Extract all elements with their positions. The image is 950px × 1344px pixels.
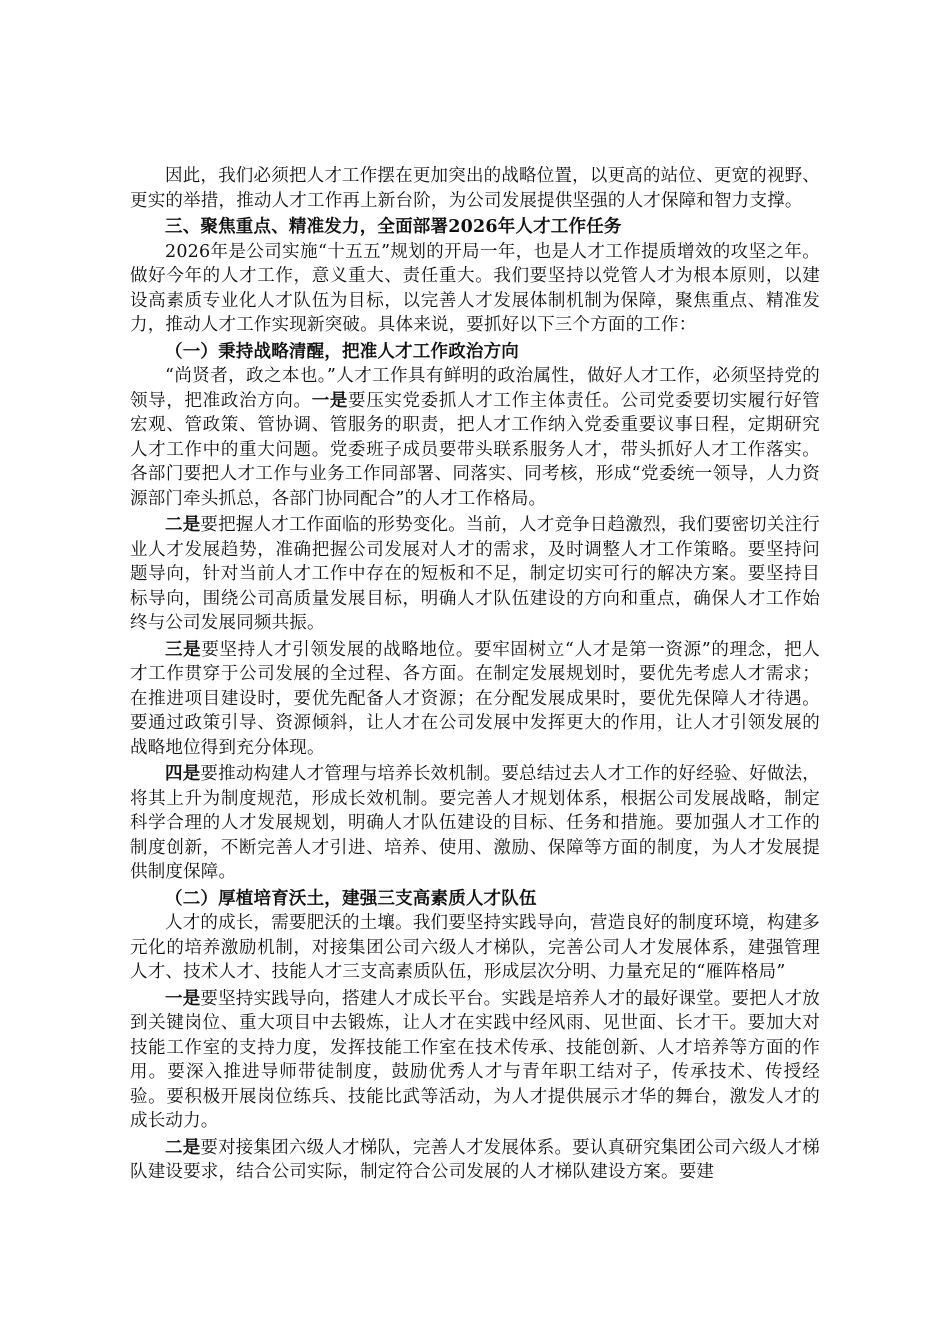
paragraph-political-direction [130,364,820,511]
paragraph-text: 要对接集团六级人才梯队，完善人才发展体系。要认真研究集团公司六级人才梯队建设要求，结合公司实际，制定符合公司发展的人才梯队建设方案。要建 [130,1137,820,1182]
paragraph-point-1-practice [130,987,820,1134]
point-lead: 一是 [311,390,349,411]
paragraph-point-4 [130,762,820,885]
paragraph-text: 要坚持实践导向，搭建人才成长平台。实践是培养人才的最好课堂。要把人才放到关键岗位、重大项目中去锻炼，让人才在实践中经风雨、见世面、长才干。要加大对技能工作室的支持力度，发挥技能工作室在技术传承、技能创新、人才培养等方面的作用。要深入推进导师带徒制度，鼓励优秀人才与青年职工结对子，传承技术、传授经验。要积极开展岗位练兵、技能比武等活动，为人才提供展示才华的舞台，激发人才的成长动力。 [130,988,820,1131]
paragraph-text: 要推动构建人才管理与培养长效机制。要总结过去人才工作的好经验、好做法，将其上升为制度规范，形成长效机制。要完善人才规划体系，根据公司发展战略，制定科学合理的人才发展规划，明确人才队伍建设的目标、任务和措施。要加强人才工作的制度创新，不断完善人才引进、培养、使用、激励、保障等方面的制度，为人才发展提供制度保障。 [130,764,820,882]
point-lead: 一是 [165,988,201,1009]
subheading-1: （一）秉持战略清醒，把准人才工作政治方向 [165,341,519,362]
paragraph-point-2 [130,513,820,636]
point-lead: 四是 [165,764,201,784]
paragraph-text: 要压实党委抓人才工作主体责任。公司党委要切实履行好管宏观、管政策、管协调、管服务的职责，把人才工作纳入党委重要议事日程，定期研究人才工作中的重大问题。党委班子成员要带头联系服务人才，带头抓好人才工作落实。各部门要把人才工作与业务工作同部署、同落实、同考核，形成“党委统一领导，人力资源部门牵头抓总，各部门协同配合”的人才工作格局。 [130,390,820,509]
paragraph-point-2-echelon [130,1136,820,1185]
point-lead: 二是 [165,515,201,535]
paragraph-point-3 [130,638,820,761]
paragraph-talent-soil: 人才的成长，需要肥沃的土壤。我们要坚持实践导向，营造良好的制度环境，构建多元化的培养激励机制，对接集团公司六级人才梯队，完善公司人才发展体系，建强管理人才、技术人才、技能人才三支高素质队伍，形成层次分明、力量充足的“雁阵格局” [130,913,820,982]
paragraph-text: 要坚持人才引领发展的战略地位。要牢固树立“人才是第一资源”的理念，把人才工作贯穿于公司发展的全过程、各方面。在制定发展规划时，要优先考虑人才需求；在推进项目建设时，要优先配备人才资源；在分配发展成果时，要优先保障人才待遇。要通过政策引导、资源倾斜，让人才在公司发展中发挥更大的作用，让人才引领发展的战略地位得到充分体现。 [130,639,820,758]
section-heading-3: 三、聚焦重点、精准发力，全面部署2026年人才工作任务 [165,217,622,237]
point-lead: 二是 [165,1137,201,1158]
paragraph-2026-overview: 2026年是公司实施“十五五”规划的开局一年，也是人才工作提质增效的攻坚之年。做好今年的人才工作，意义重大、责任重大。我们要坚持以党管人才为根本原则，以建设高素质专业化人才队伍为目标，以完善人才发展体制机制为保障，聚焦重点、精准发力，推动人才工作实现新突破。具体来说，要抓好以下三个方面的工作： [130,241,820,335]
paragraph-text: “尚贤者，政之本也。”人才工作具有鲜明的政治属性，做好人才工作，必须坚持党的领导，把准政治方向。 [130,366,820,411]
paragraph-text: 要把握人才工作面临的形势变化。当前，人才竞争日趋激烈，我们要密切关注行业人才发展趋势，准确把握公司发展对人才的需求，及时调整人才工作策略。要坚持问题导向，针对当前人才工作中存在的短板和不足，制定切实可行的解决方案。要坚持目标导向，围绕公司高质量发展目标，明确人才队伍建设的方向和重点，确保人才工作始终与公司发展同频共振。 [130,515,820,633]
point-lead: 三是 [165,639,202,660]
subheading-2: （二）厚植培育沃土，建强三支高素质人才队伍 [165,888,537,909]
paragraph-conclusion: 因此，我们必须把人才工作摆在更加突出的战略位置，以更高的站位、更宽的视野、更实的举措，推动人才工作再上新台阶，为公司发展提供坚强的人才保障和智力支撑。 [130,166,820,211]
